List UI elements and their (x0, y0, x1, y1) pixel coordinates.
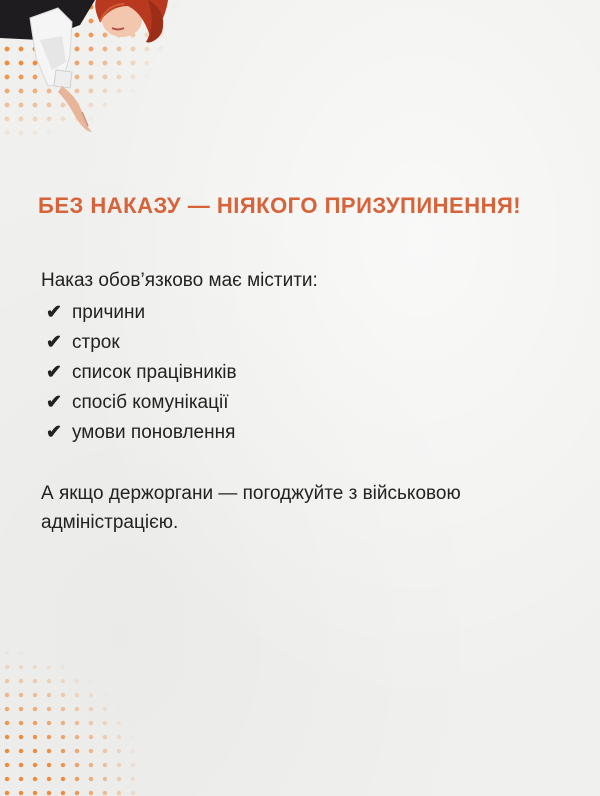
slide-title: БЕЗ НАКАЗУ — НІЯКОГО ПРИЗУПИНЕННЯ! (38, 193, 522, 218)
checkmark-icon: ✔ (46, 392, 62, 413)
checkmark-icon: ✔ (46, 332, 62, 353)
list-item-label: список працівників (72, 362, 237, 383)
list-item (46, 358, 237, 388)
list-item (46, 328, 237, 358)
decorative-dots-bottom (0, 646, 150, 796)
list-item (46, 298, 237, 328)
list-item (46, 388, 237, 418)
list-item-label: строк (72, 332, 120, 353)
requirements-list (46, 298, 237, 448)
list-item-label: умови поновлення (72, 422, 236, 443)
checkmark-icon: ✔ (46, 362, 62, 383)
list-item-label: спосіб комунікації (72, 392, 229, 413)
checkmark-icon: ✔ (46, 422, 62, 443)
person-photo (0, 0, 170, 135)
checkmark-icon: ✔ (46, 302, 62, 323)
note-text: А якщо держоргани — погоджуйте з військовою адміністрацією. (41, 483, 461, 533)
intro-text: Наказ обов’язково має містити: (41, 270, 318, 291)
list-item-label: причини (72, 302, 146, 323)
list-item (46, 418, 237, 448)
